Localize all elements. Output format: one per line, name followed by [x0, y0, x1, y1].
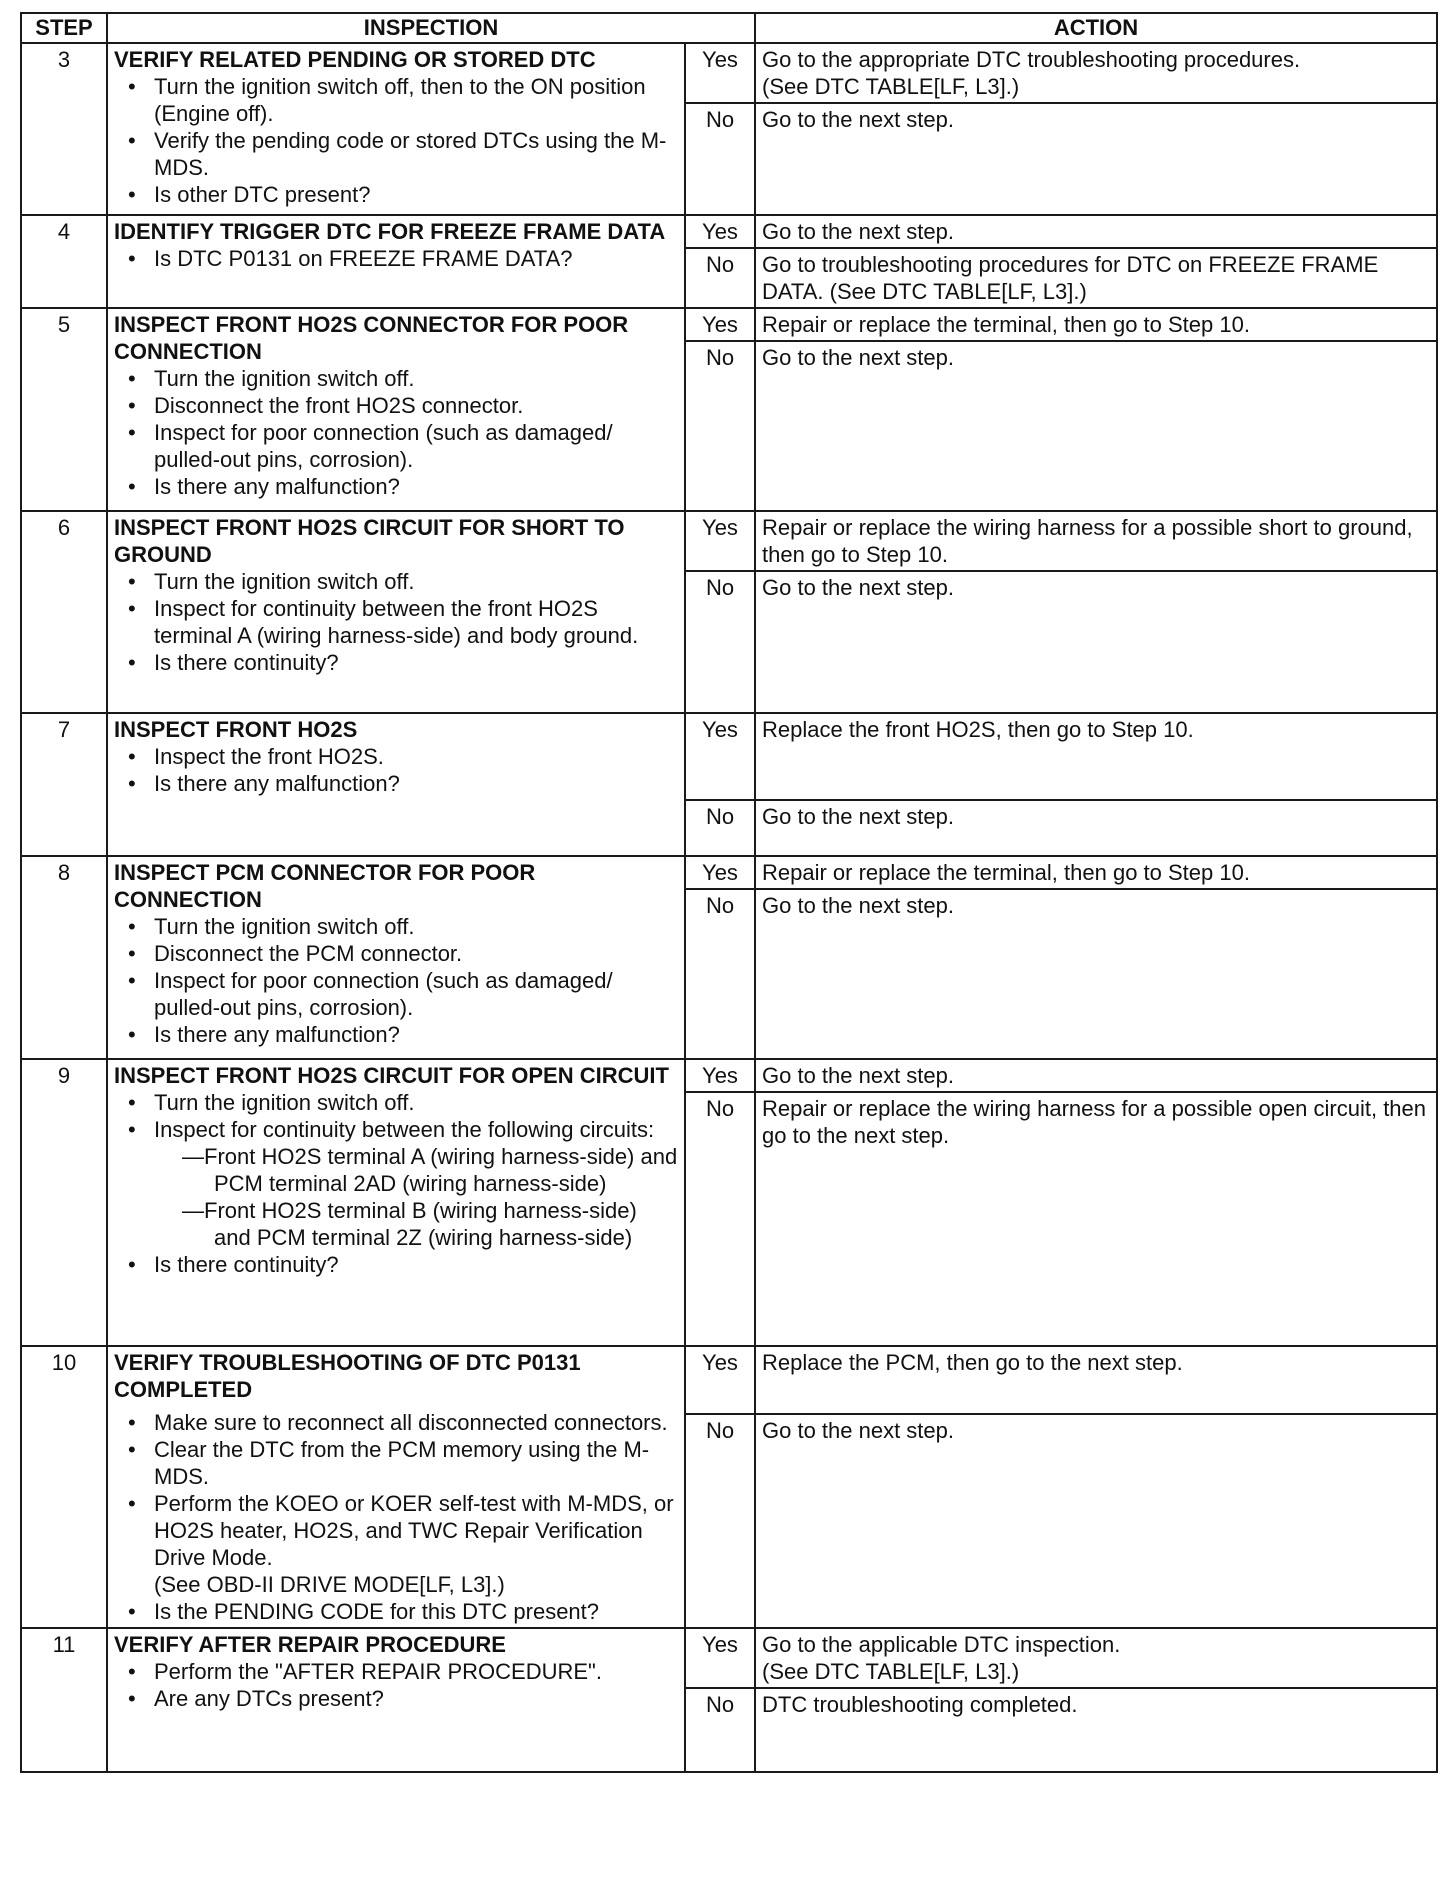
- inspection-title: INSPECT FRONT HO2S CONNECTOR FOR POOR CONNECTION: [114, 312, 629, 364]
- bullet-item: • Inspect for poor connection (such as damaged/ pulled-out pins, corrosion).: [114, 967, 678, 1021]
- bullet-item: • Is there continuity?: [114, 649, 678, 676]
- no-label: No: [685, 800, 755, 856]
- step-row-yes: [21, 1059, 1437, 1092]
- no-label: No: [685, 341, 755, 511]
- yes-label: Yes: [685, 1059, 755, 1092]
- bullet-item: • Is other DTC present?: [114, 181, 678, 208]
- inspection-cell: [107, 511, 685, 713]
- yes-label: Yes: [685, 1346, 755, 1414]
- inspection-title: IDENTIFY TRIGGER DTC FOR FREEZE FRAME DATA: [114, 219, 666, 244]
- step-number: 9: [21, 1059, 107, 1346]
- step-row-yes: [21, 1346, 1437, 1414]
- inspection-cell: [107, 43, 685, 215]
- inspection-title: INSPECT PCM CONNECTOR FOR POOR CONNECTION: [114, 860, 536, 912]
- no-action: Go to the next step.: [755, 571, 1437, 713]
- no-label: No: [685, 571, 755, 713]
- header-inspection: INSPECTION: [107, 13, 755, 43]
- inspection-bullets: [114, 568, 678, 676]
- inspection-title: VERIFY RELATED PENDING OR STORED DTC: [114, 47, 596, 72]
- header-row: [21, 13, 1437, 43]
- no-action: Go to the next step.: [755, 889, 1437, 1059]
- step-row-yes: [21, 215, 1437, 248]
- yes-action: Go to the applicable DTC inspection. (See DTC TABLE[LF, L3].): [755, 1628, 1437, 1688]
- no-action: Go to the next step.: [755, 800, 1437, 856]
- step-number: 6: [21, 511, 107, 713]
- no-action: Go to the next step.: [755, 1414, 1437, 1628]
- sub-bullet-item: — Front HO2S terminal A (wiring harness-side) and PCM terminal 2AD (wiring harness-side): [154, 1143, 678, 1197]
- bullet-item: • Disconnect the front HO2S connector.: [114, 392, 678, 419]
- yes-action: Go to the next step.: [755, 1059, 1437, 1092]
- see-reference-note: (See OBD-II DRIVE MODE[LF, L3].): [154, 1572, 505, 1597]
- yes-action: Repair or replace the wiring harness for a possible short to ground, then go to Step 10.: [755, 511, 1437, 571]
- bullet-item: • Disconnect the PCM connector.: [114, 940, 678, 967]
- bullet-item: • Is there continuity?: [114, 1251, 678, 1278]
- step-number: 3: [21, 43, 107, 215]
- inspection-bullets: [114, 1409, 678, 1625]
- yes-action: Go to the next step.: [755, 215, 1437, 248]
- bullet-item: • Verify the pending code or stored DTCs using the M-MDS.: [114, 127, 678, 181]
- bullet-item: • Inspect the front HO2S.: [114, 743, 678, 770]
- bullet-item: • Turn the ignition switch off.: [114, 568, 678, 595]
- no-label: No: [685, 103, 755, 215]
- inspection-title: VERIFY TROUBLESHOOTING OF DTC P0131 COMPLETED: [114, 1350, 581, 1402]
- step-number: 8: [21, 856, 107, 1059]
- bullet-item: • Inspect for continuity between the front HO2S terminal A (wiring harness-side) and body ground.: [114, 595, 678, 649]
- bullet-item: • Inspect for poor connection (such as damaged/ pulled-out pins, corrosion).: [114, 419, 678, 473]
- inspection-title: VERIFY AFTER REPAIR PROCEDURE: [114, 1632, 506, 1657]
- bullet-item: • Is there any malfunction?: [114, 770, 678, 797]
- bullet-item: • Turn the ignition switch off.: [114, 913, 678, 940]
- inspection-bullets: [114, 1089, 678, 1278]
- no-label: No: [685, 1414, 755, 1628]
- inspection-cell: [107, 1059, 685, 1346]
- step-number: 7: [21, 713, 107, 856]
- step-row-yes: [21, 511, 1437, 571]
- inspection-bullets: [114, 743, 678, 797]
- bullet-item: • Turn the ignition switch off.: [114, 365, 678, 392]
- bullet-item: • Perform the "AFTER REPAIR PROCEDURE".: [114, 1658, 678, 1685]
- no-label: No: [685, 1688, 755, 1772]
- yes-action: Replace the PCM, then go to the next step.: [755, 1346, 1437, 1414]
- inspection-cell: [107, 856, 685, 1059]
- yes-label: Yes: [685, 856, 755, 889]
- inspection-bullets: [114, 73, 678, 208]
- step-row-yes: [21, 43, 1437, 103]
- yes-label: Yes: [685, 43, 755, 103]
- yes-label: Yes: [685, 511, 755, 571]
- inspection-bullets: [114, 913, 678, 1048]
- yes-action: Replace the front HO2S, then go to Step 10.: [755, 713, 1437, 800]
- bullet-item: [114, 1116, 678, 1251]
- step-row-yes: [21, 713, 1437, 800]
- no-action: DTC troubleshooting completed.: [755, 1688, 1437, 1772]
- inspection-cell: [107, 308, 685, 511]
- step-row-yes: [21, 856, 1437, 889]
- inspection-title: INSPECT FRONT HO2S CIRCUIT FOR SHORT TO GROUND: [114, 515, 625, 567]
- no-action: Repair or replace the wiring harness for a possible open circuit, then go to the next step.: [755, 1092, 1437, 1346]
- inspection-bullets: [114, 1658, 678, 1712]
- no-action: Go to troubleshooting procedures for DTC on FREEZE FRAME DATA. (See DTC TABLE[LF, L3].): [755, 248, 1437, 308]
- inspection-bullets: [114, 245, 678, 272]
- step-row-yes: [21, 1628, 1437, 1688]
- inspection-title: INSPECT FRONT HO2S: [114, 717, 358, 742]
- no-action: Go to the next step.: [755, 103, 1437, 215]
- bullet-item: [114, 1490, 678, 1598]
- yes-label: Yes: [685, 713, 755, 800]
- sub-bullets: [154, 1143, 678, 1251]
- no-action: Go to the next step.: [755, 341, 1437, 511]
- step-number: 10: [21, 1346, 107, 1628]
- bullet-item: • Are any DTCs present?: [114, 1685, 678, 1712]
- header-action: ACTION: [755, 13, 1437, 43]
- troubleshooting-table: [20, 12, 1438, 1773]
- yes-label: Yes: [685, 215, 755, 248]
- step-number: 5: [21, 308, 107, 511]
- inspection-title: INSPECT FRONT HO2S CIRCUIT FOR OPEN CIRCUIT: [114, 1063, 669, 1088]
- no-label: No: [685, 889, 755, 1059]
- yes-action: Go to the appropriate DTC troubleshooting procedures. (See DTC TABLE[LF, L3].): [755, 43, 1437, 103]
- yes-action: Repair or replace the terminal, then go to Step 10.: [755, 856, 1437, 889]
- bullet-text: Perform the KOEO or KOER self-test with M-MDS, or HO2S heater, HO2S, and TWC Repair Verification Drive Mode.: [154, 1491, 674, 1570]
- bullet-item: • Is there any malfunction?: [114, 473, 678, 500]
- inspection-cell: [107, 1346, 685, 1628]
- bullet-item: • Turn the ignition switch off.: [114, 1089, 678, 1116]
- bullet-item: • Is there any malfunction?: [114, 1021, 678, 1048]
- yes-label: Yes: [685, 1628, 755, 1688]
- no-label: No: [685, 1092, 755, 1346]
- step-number: 4: [21, 215, 107, 308]
- step-number: 11: [21, 1628, 107, 1772]
- inspection-bullets: [114, 365, 678, 500]
- sub-bullet-item: — Front HO2S terminal B (wiring harness-side) and PCM terminal 2Z (wiring harness-side): [154, 1197, 678, 1251]
- inspection-cell: [107, 215, 685, 308]
- bullet-item: • Make sure to reconnect all disconnected connectors.: [114, 1409, 678, 1436]
- bullet-item: • Turn the ignition switch off, then to the ON position (Engine off).: [114, 73, 678, 127]
- bullet-text: Inspect for continuity between the following circuits:: [154, 1117, 655, 1142]
- inspection-cell: [107, 1628, 685, 1772]
- step-row-yes: [21, 308, 1437, 341]
- no-label: No: [685, 248, 755, 308]
- header-step: STEP: [21, 13, 107, 43]
- yes-label: Yes: [685, 308, 755, 341]
- bullet-item: • Is DTC P0131 on FREEZE FRAME DATA?: [114, 245, 678, 272]
- bullet-item: • Is the PENDING CODE for this DTC present?: [114, 1598, 678, 1625]
- bullet-item: • Clear the DTC from the PCM memory using the M-MDS.: [114, 1436, 678, 1490]
- yes-action: Repair or replace the terminal, then go to Step 10.: [755, 308, 1437, 341]
- inspection-cell: [107, 713, 685, 856]
